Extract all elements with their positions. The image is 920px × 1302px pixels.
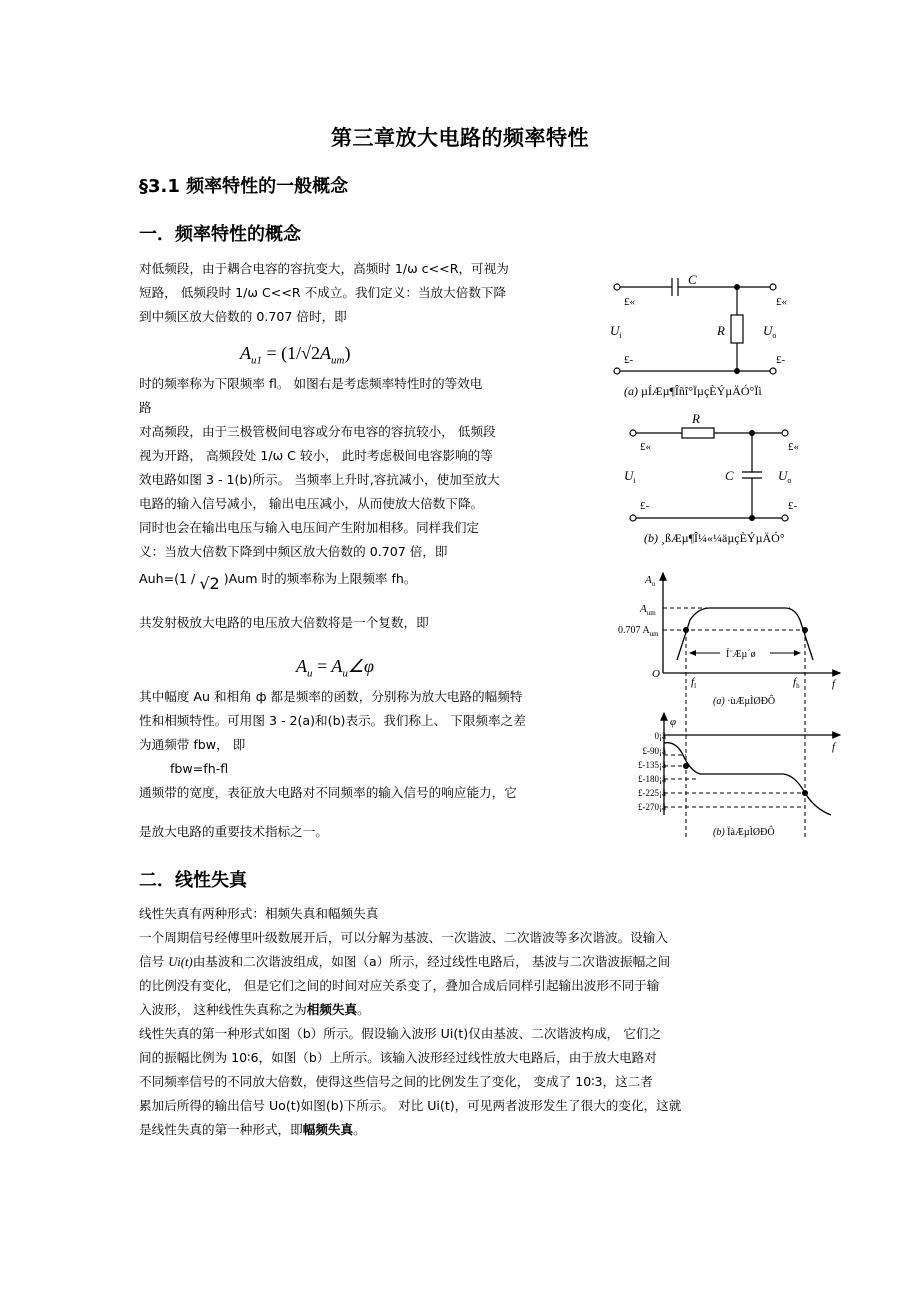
frequency-response-figure <box>600 565 850 845</box>
bandwidth-line: 通频带的宽度，表征放大电路对不同频率的输入信号的响应能力，它 <box>139 785 517 800</box>
minus-terminal-label: £- <box>788 500 798 512</box>
circuit-diagram-b <box>600 405 840 555</box>
phase-tick-label: £-180¡ã <box>638 774 666 784</box>
minus-terminal-label: £- <box>640 500 650 512</box>
resistor-label: R <box>717 323 725 338</box>
plus-terminal-label: £« <box>788 441 799 453</box>
minus-terminal-label: £- <box>776 354 786 366</box>
aum707-label: 0.707 $A_{um}$ <box>618 625 659 638</box>
figure-caption: (b) ÏàÆµÌØÐÔ <box>713 827 775 838</box>
paragraph-low-freq <box>139 257 509 329</box>
phase-tick-label: £-225¡ã <box>638 788 666 798</box>
x-axis-label: f <box>832 678 836 690</box>
formula-lower-cutoff: $A_{u1} = (1/√2A_{um})$ <box>240 343 351 367</box>
fh-phase-marker <box>802 790 808 796</box>
aum-label: $A_{um}$ <box>640 603 656 617</box>
plus-terminal-label: £« <box>624 296 635 308</box>
phase-tick-label: £-270¡ã <box>638 802 666 812</box>
paragraph-amp-phase <box>139 685 526 757</box>
paragraph-linear-distortion <box>139 902 681 1142</box>
text-line: 对低频段，由于耦合电容的容抗变大，高频时 1/ω c<<R，可视为 <box>139 261 509 276</box>
fl-label: $f_l$ <box>691 676 697 690</box>
subsection-heading-2: 二．线性失真 <box>139 870 247 891</box>
plus-terminal-label: £« <box>640 441 651 453</box>
phase-x-axis-label: f <box>832 741 836 753</box>
term-phase-distortion: 相频失真 <box>306 1002 358 1017</box>
text-line: 信号 Ui(t)由基波和二次谐波组成，如图（a）所示，经过线性电路后， 基波与二次谐波振幅之间 <box>139 954 671 969</box>
capacitor-label: C <box>725 468 734 483</box>
paragraph-high-freq <box>139 372 500 564</box>
input-voltage-label: $U_i$ <box>610 323 622 340</box>
text-line: 不同频率信号的不同放大倍数，使得这些信号之间的比例发生了变化， 变成了 10∶3，这二者 <box>139 1074 653 1089</box>
text-line: 其中幅度 Au 和相角 ф 都是频率的函数，分别称为放大电路的幅频特 <box>139 689 523 704</box>
fh-label: $f_h$ <box>793 676 800 690</box>
text-line: 视为开路， 高频段处 1/ω C 较小， 此时考虑极间电容影响的等 <box>139 448 493 463</box>
figure-caption: (a) µÍÆµ¶Îñî°ÏµçÈÝµÄÓ°Ïì <box>624 384 762 398</box>
minus-terminal-label: £- <box>624 354 634 366</box>
figure-caption: (a) ·ùÆµÌØÐÔ <box>713 696 776 707</box>
phase-curve <box>664 743 831 815</box>
text-line: 线性失真的第一种形式如图（b）所示。假设输入波形 Ui(t)仅由基波、二次谐波构成， 它们之 <box>139 1026 662 1041</box>
input-voltage-label: $U_i$ <box>624 468 636 485</box>
text-line: 义：当放大倍数下降到中频区放大倍数的 0.707 倍，即 <box>139 544 448 559</box>
auh-line: Auh=(1 / √2 )Aum 时的频率称为上限频率 fh。 <box>139 571 417 593</box>
subsection-heading-1: 一．频率特性的概念 <box>139 224 301 245</box>
text-line: 路 <box>139 400 152 415</box>
output-voltage-label: $U_o$ <box>778 468 792 485</box>
term-amplitude-distortion: 幅频失真 <box>302 1122 354 1137</box>
text-line: 的比例没有变化， 但是它们之间的时间对应关系变了，叠加合成后同样引起输出波形不同于输 <box>139 978 660 993</box>
phase-tick-label: £-135¡ã <box>638 760 666 770</box>
text-line: 线性失真有两种形式：相频失真和幅频失真 <box>139 906 379 921</box>
junction-dot <box>749 430 755 436</box>
junction-dot <box>749 515 755 521</box>
junction-dot <box>734 284 740 290</box>
text-line: 为通频带 fbw， 即 <box>139 737 246 752</box>
text-line: 短路， 低频段时 1/ω C<<R 不成立。我们定义：当放大倍数下降 <box>139 285 507 300</box>
text-line: 对高频段，由于三极管极间电容或分布电容的容抗较小， 低频段 <box>139 424 496 439</box>
text-line: 一个周期信号经傅里叶级数展开后，可以分解为基波、一次谐波、二次谐波等多次谐波。设输入 <box>139 930 668 945</box>
complex-gain-line: 共发射极放大电路的电压放大倍数将是一个复数，即 <box>139 615 429 630</box>
capacitor-label: C <box>688 272 697 287</box>
fl-marker <box>683 627 689 633</box>
text-line: 入波形， 这种线性失真称之为相频失真。 <box>139 1002 370 1017</box>
circuit-diagram-a <box>600 265 820 405</box>
document-title: 第三章放大电路的频率特性 <box>331 126 589 150</box>
fl-phase-marker <box>683 763 689 769</box>
section-heading: §3.1 频率特性的一般概念 <box>139 176 349 197</box>
text-line: 累加后所得的输出信号 Uo(t)如图(b)下所示。 对比 Ui(t)，可见两者波形发生了很大的变化，这就 <box>139 1098 682 1113</box>
text-line: 间的振幅比例为 10∶6，如图（b）上所示。该输入波形经过线性放大电路后，由于放大电路对 <box>139 1050 657 1065</box>
bandwidth-label: Í¨Æµ´ø <box>726 649 756 660</box>
text-line: 效电路如图 3 - 1(b)所示。 当频率上升时,容抗减小，使加至放大 <box>139 472 500 487</box>
figure-caption: (b) ¸ßÆµ¶Î¼«¼äµçÈÝµÄÓ° <box>644 531 785 545</box>
output-voltage-label: $U_o$ <box>763 323 777 340</box>
text-line: 到中频区放大倍数的 0.707 倍时，即 <box>139 309 347 324</box>
text-line: 同时也会在输出电压与输入电压间产生附加相移。同样我们定 <box>139 520 480 535</box>
junction-dot <box>734 368 740 374</box>
formula-bandwidth: fbw=fh-fl <box>170 761 229 776</box>
formula-complex-gain: $A_u$ = $A_u\angle\varphi$ <box>296 656 374 680</box>
text-line: 是线性失真的第一种形式，即幅频失真。 <box>139 1122 366 1137</box>
plus-terminal-label: £« <box>776 296 787 308</box>
text-line: 时的频率称为下限频率 fl。 如图右是考虑频率特性时的等效电 <box>139 376 483 391</box>
phase-tick-label: 0¡ã <box>654 731 666 741</box>
y-axis-label: $A_u$ <box>645 574 656 588</box>
origin-label: O <box>652 668 660 680</box>
text-line: 性和相频特性。可用图 3 - 2(a)和(b)表示。我们称上、 下限频率之差 <box>139 713 526 728</box>
resistor-label: R <box>692 411 700 426</box>
phase-y-axis-label: φ <box>670 716 677 728</box>
bandwidth-line-2: 是放大电路的重要技术指标之一。 <box>139 824 328 839</box>
fh-marker <box>802 627 808 633</box>
text-line: 电路的输入信号减小， 输出电压减小，从而使放大倍数下降。 <box>139 496 484 511</box>
phase-tick-label: £-90¡ã <box>642 746 666 756</box>
